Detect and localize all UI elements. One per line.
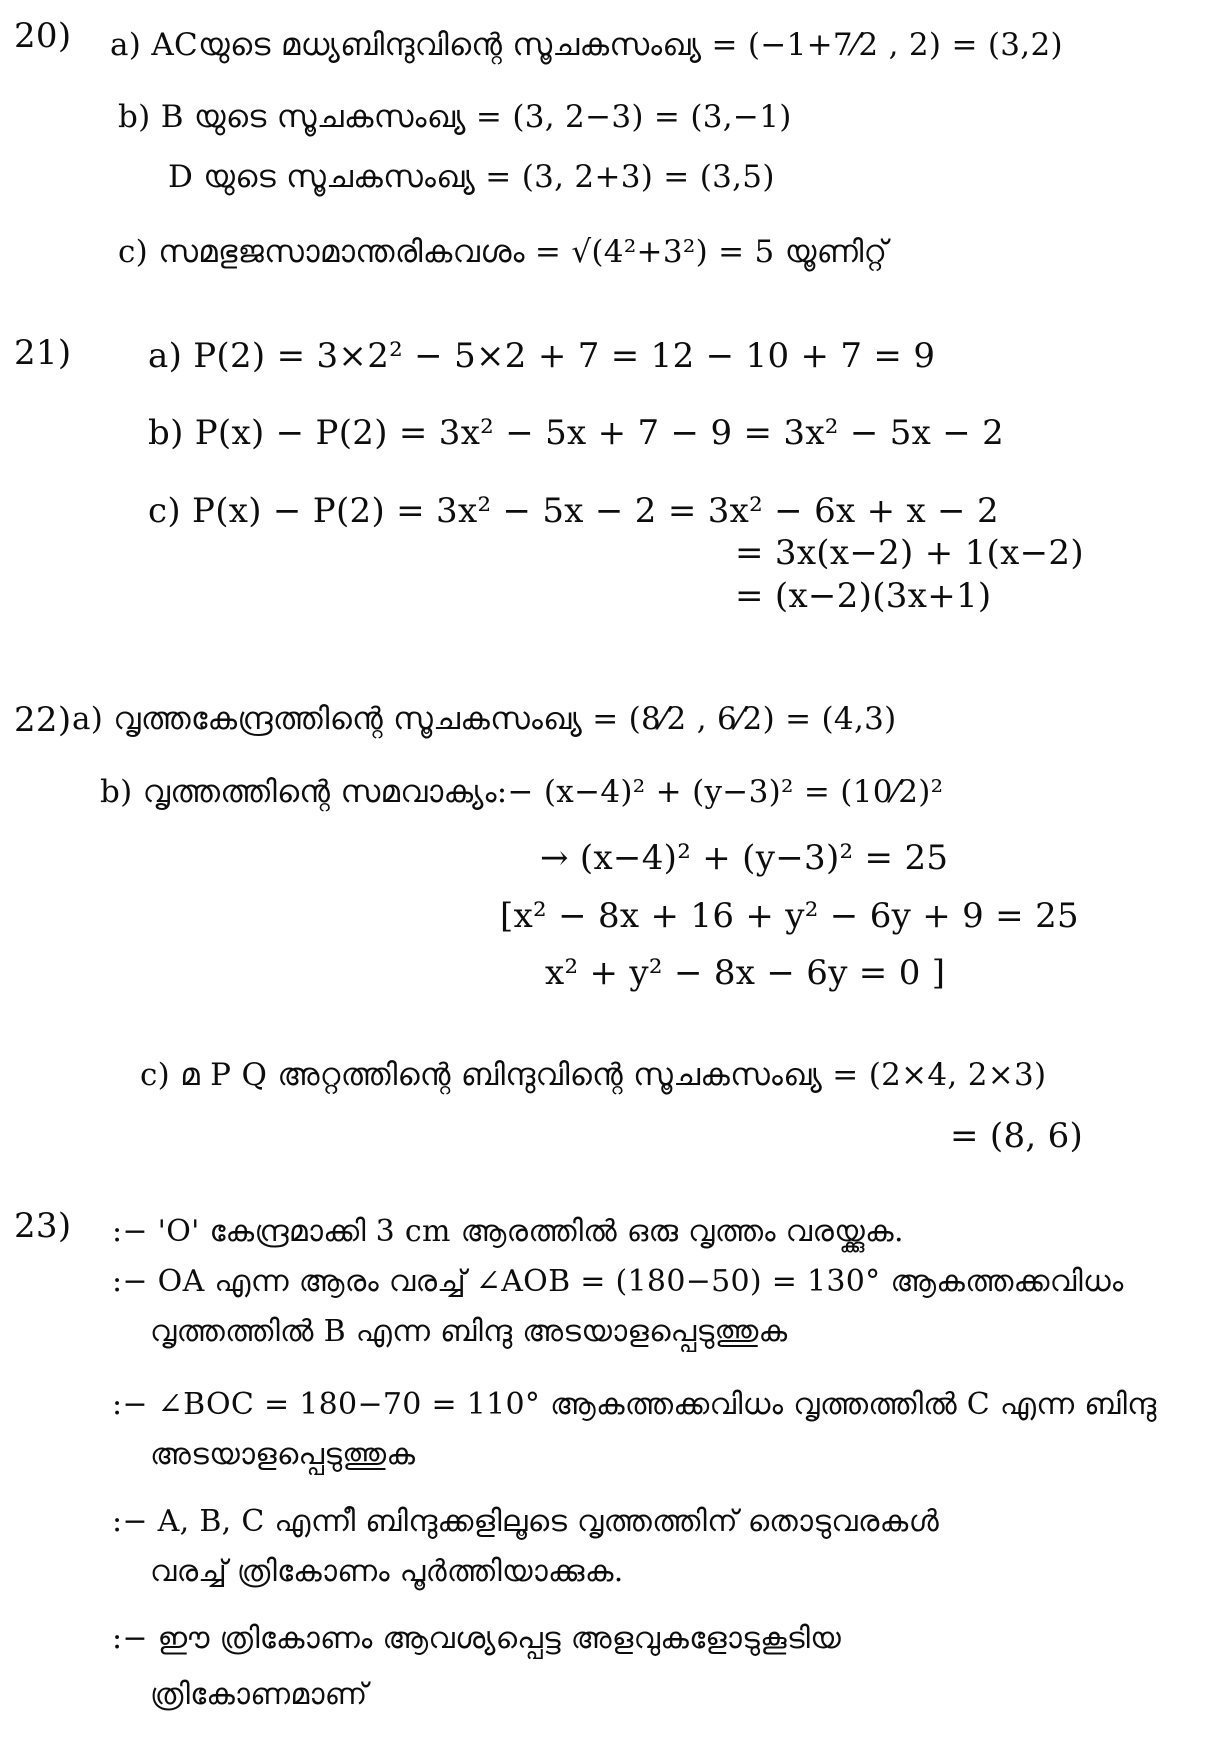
- q22-part-b-line3: [x² − 8x + 16 + y² − 6y + 9 = 25: [500, 896, 1079, 936]
- q22-part-b-line4: x² + y² − 8x − 6y = 0 ]: [545, 953, 946, 993]
- q21-part-c-line1: c) P(x) − P(2) = 3x² − 5x − 2 = 3x² − 6x + x − 2: [148, 491, 999, 531]
- q23-step5-line2: ത്രികോണമാണ്: [150, 1677, 368, 1712]
- q23-step2-line1: :− OA എന്ന ആരം വരച്ച് ∠AOB = (180−50) = 130° ആകത്തക്കവിധം: [112, 1264, 1124, 1299]
- q20-part-a: a) ACയുടെ മധ്യബിന്ദുവിന്റെ സൂചകസംഖ്യ = (−1+7⁄2 , 2) = (3,2): [110, 27, 1063, 63]
- q21-part-c-line2: = 3x(x−2) + 1(x−2): [735, 533, 1084, 573]
- q20-number: 20): [14, 16, 72, 56]
- q23-step4-line1: :− A, B, C എന്നീ ബിന്ദുക്കളിലൂടെ വൃത്തത്തിന് തൊടുവരകൾ: [112, 1504, 940, 1539]
- q23-step1: :− 'O' കേന്ദ്രമാക്കി 3 cm ആരത്തിൽ ഒരു വൃത്തം വരയ്ക്കുക.: [112, 1214, 904, 1249]
- q22-part-a: a) വൃത്തകേന്ദ്രത്തിന്റെ സൂചകസംഖ്യ = (8⁄2 , 6⁄2) = (4,3): [72, 701, 897, 737]
- q23-number: 23): [14, 1206, 72, 1246]
- q20-part-b-line1: b) B യുടെ സൂചകസംഖ്യ = (3, 2−3) = (3,−1): [118, 99, 792, 135]
- q20-part-b-line2: D യുടെ സൂചകസംഖ്യ = (3, 2+3) = (3,5): [168, 159, 775, 195]
- q23-step2-line2: വൃത്തത്തിൽ B എന്ന ബിന്ദു അടയാളപ്പെടുത്തുക: [150, 1314, 788, 1349]
- q20-part-c: c) സമഭുജസാമാന്തരികവശം = √(4²+3²) = 5 യൂണിറ്റ്: [118, 234, 888, 270]
- q22-part-c-line1: c) മ P Q അറ്റത്തിന്റെ ബിന്ദുവിന്റെ സൂചകസംഖ്യ = (2×4, 2×3): [140, 1057, 1047, 1093]
- q22-part-c-line2: = (8, 6): [950, 1116, 1084, 1156]
- q23-step3-line2: അടയാളപ്പെടുത്തുക: [150, 1437, 416, 1472]
- q23-step4-line2: വരച്ച് ത്രികോണം പൂർത്തിയാക്കുക.: [150, 1554, 624, 1589]
- q21-number: 21): [14, 333, 72, 373]
- q23-step5-line1: :− ഈ ത്രികോണം ആവശ്യപ്പെട്ട അളവുകളോടുകൂടിയ: [112, 1621, 842, 1656]
- q22-part-b-line1: b) വൃത്തത്തിന്റെ സമവാക്യം:− (x−4)² + (y−3)² = (10⁄2)²: [100, 774, 944, 810]
- q22-part-b-line2: → (x−4)² + (y−3)² = 25: [540, 838, 949, 878]
- q23-step3-line1: :− ∠BOC = 180−70 = 110° ആകത്തക്കവിധം വൃത്തത്തിൽ C എന്ന ബിന്ദു: [112, 1387, 1157, 1422]
- q21-part-a: a) P(2) = 3×2² − 5×2 + 7 = 12 − 10 + 7 = 9: [148, 336, 936, 376]
- q22-number: 22): [14, 700, 72, 740]
- q21-part-b: b) P(x) − P(2) = 3x² − 5x + 7 − 9 = 3x² − 5x − 2: [148, 413, 1005, 453]
- q21-part-c-line3: = (x−2)(3x+1): [735, 576, 992, 616]
